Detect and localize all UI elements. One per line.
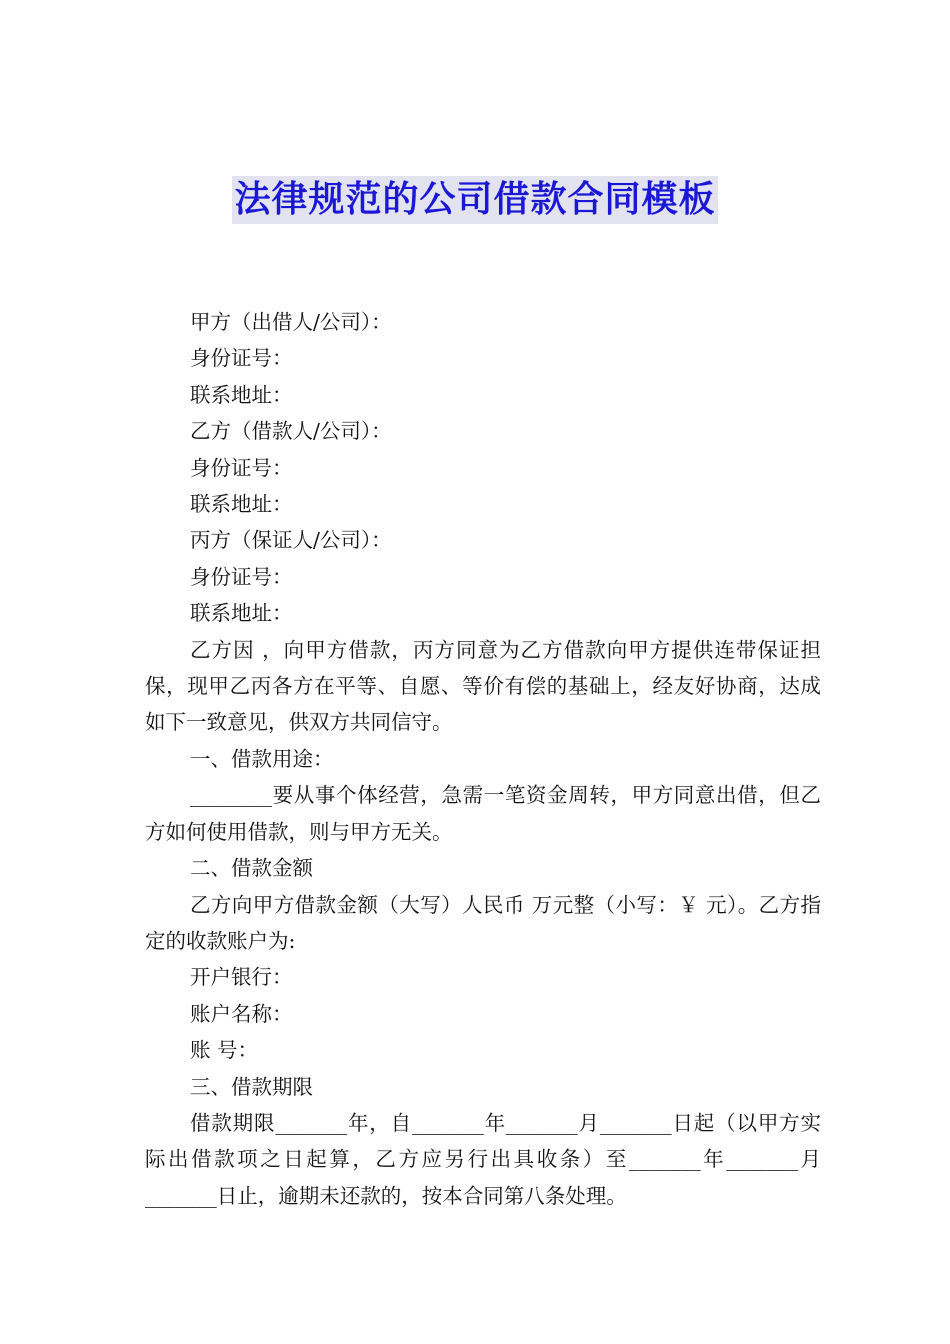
section-2-paragraph: 乙方向甲方借款金额（大写）人民币 万元整（小写：￥ 元）。乙方指定的收款账户为: bbox=[145, 892, 821, 953]
section-1-paragraph: ________要从事个体经营，急需一笔资金周转，甲方同意出借，但乙方如何使用借款，则与甲方无关。 bbox=[145, 783, 821, 844]
account-name-field: 账户名称： bbox=[190, 1001, 293, 1026]
document-title-text: 法律规范的公司借款合同模板 bbox=[232, 176, 717, 224]
borrower-id-field: 身份证号： bbox=[190, 455, 293, 480]
document-title bbox=[0, 176, 950, 224]
lender-label: 甲方（出借人/公司）： bbox=[190, 310, 392, 334]
lender-id-field: 身份证号： bbox=[190, 346, 293, 371]
section-3-heading: 三、借款期限 bbox=[190, 1074, 313, 1099]
lender-address-field: 联系地址： bbox=[190, 382, 293, 407]
contract-body bbox=[145, 304, 821, 1214]
section-1-heading: 一、借款用途： bbox=[190, 746, 334, 771]
account-number-field: 账 号： bbox=[190, 1038, 259, 1063]
preamble-paragraph: 乙方因 ，向甲方借款，丙方同意为乙方借款向甲方提供连带保证担保，现甲乙丙各方在平等、自愿、等价有偿的基础上，经友好协商，达成如下一致意见，供双方共同信守。 bbox=[145, 637, 821, 735]
borrower-address-field: 联系地址： bbox=[190, 492, 293, 517]
bank-field: 开户银行： bbox=[190, 965, 293, 990]
guarantor-id-field: 身份证号： bbox=[190, 564, 293, 589]
section-2-heading: 二、借款金额 bbox=[190, 856, 313, 881]
guarantor-label: 丙方（保证人/公司）： bbox=[190, 528, 392, 553]
section-3-paragraph: 借款期限_______年，自_______年_______月_______日起（以甲方实际出借款项之日起算，乙方应另行出具收条）至_______年_______月_______日止，逾期未还款的，按本合同第八条处理。 bbox=[145, 1110, 821, 1208]
guarantor-address-field: 联系地址： bbox=[190, 601, 293, 626]
borrower-label: 乙方（借款人/公司）： bbox=[190, 419, 392, 444]
